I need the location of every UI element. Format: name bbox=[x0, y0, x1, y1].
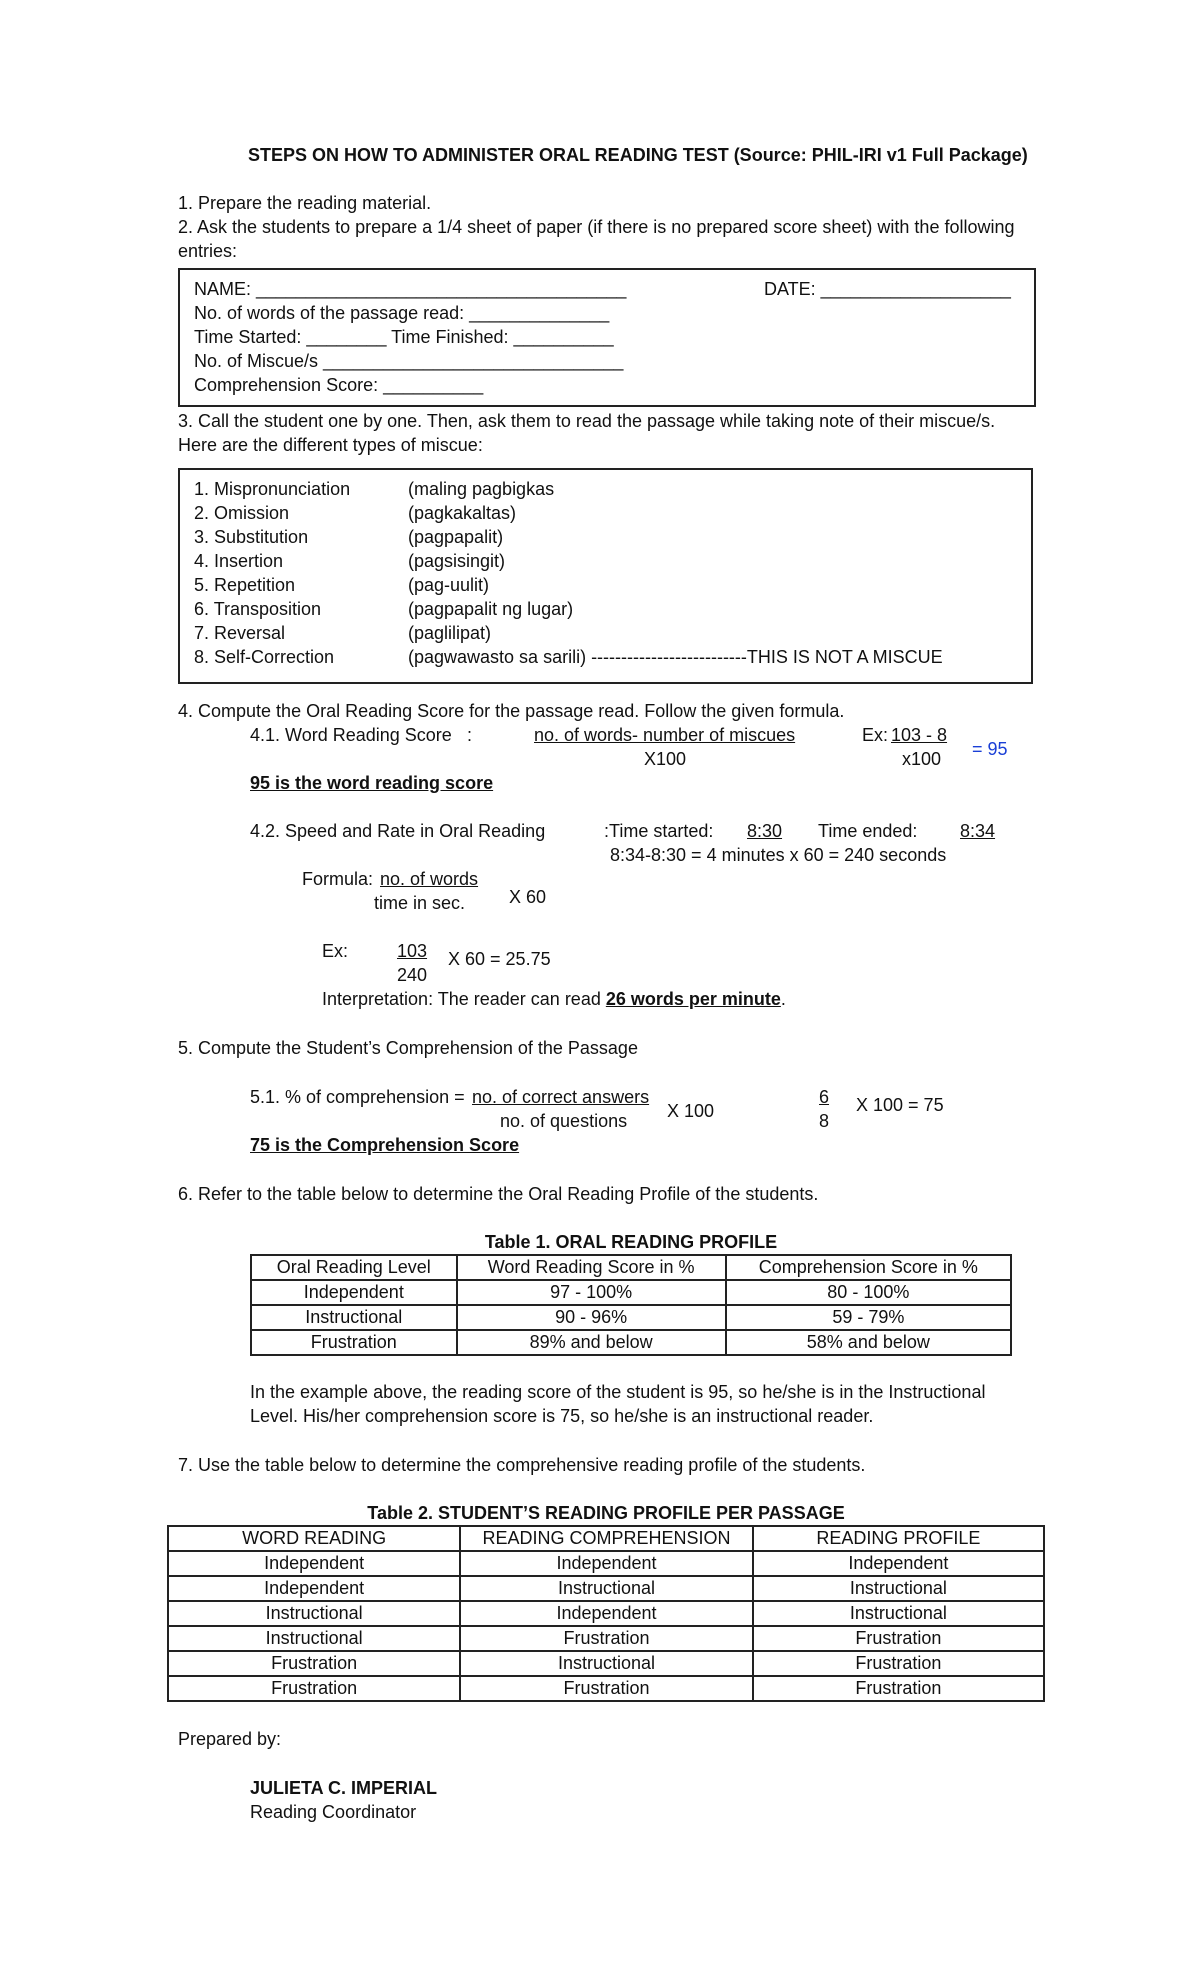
step-4: 4. Compute the Oral Reading Score for the passage read. Follow the given formula. bbox=[178, 701, 845, 721]
word-reading-denominator: X100 bbox=[644, 749, 687, 769]
speed-ex-denominator: 240 bbox=[397, 965, 428, 985]
table-cell: Frustration bbox=[168, 1651, 460, 1676]
word-reading-ex-denominator: x100 bbox=[902, 749, 942, 769]
column-header: WORD READING bbox=[168, 1526, 460, 1551]
formula-numerator: no. of words bbox=[380, 869, 479, 889]
comprehension-label: 5.1. % of comprehension = bbox=[250, 1087, 465, 1107]
table-cell: Frustration bbox=[460, 1676, 752, 1701]
word-reading-note: 95 is the word reading score bbox=[250, 773, 494, 793]
word-reading-colon: : bbox=[467, 725, 473, 745]
table-cell: Independent bbox=[753, 1551, 1044, 1576]
miscue-translation: (pag-uulit) bbox=[408, 575, 490, 595]
explanation-line-2: Level. His/her comprehension score is 75, so he/she is an instructional reader. bbox=[250, 1406, 874, 1426]
table-header-row bbox=[168, 1526, 1044, 1551]
oral-reading-profile-table bbox=[250, 1254, 1012, 1356]
formula-denominator: time in sec. bbox=[374, 893, 466, 913]
step-3-line-1: 3. Call the student one by one. Then, ask them to read the passage while taking note of their miscue/s. bbox=[178, 411, 996, 431]
table-cell: Independent bbox=[168, 1551, 460, 1576]
miscue-translation: (pagwawasto sa sarili) --------------------------THIS IS NOT A MISCUE bbox=[408, 647, 943, 667]
table-cell: 97 - 100% bbox=[457, 1280, 726, 1305]
time-ended-label: Time ended: bbox=[818, 821, 918, 841]
table-cell: Independent bbox=[460, 1551, 752, 1576]
table-cell: Frustration bbox=[753, 1651, 1044, 1676]
column-header: READING PROFILE bbox=[753, 1526, 1044, 1551]
step-5: 5. Compute the Student’s Comprehension of the Passage bbox=[178, 1038, 638, 1058]
table-cell: Frustration bbox=[460, 1626, 752, 1651]
reading-profile-per-passage-table bbox=[167, 1525, 1045, 1702]
interpretation-value: 26 words per minute bbox=[605, 989, 781, 1009]
step-6: 6. Refer to the table below to determine the Oral Reading Profile of the students. bbox=[178, 1184, 819, 1204]
miscue-type: 3. Substitution bbox=[194, 527, 309, 547]
comprehension-note: 75 is the Comprehension Score bbox=[250, 1135, 520, 1155]
table-cell: Instructional bbox=[460, 1651, 752, 1676]
step-3-line-2: Here are the different types of miscue: bbox=[178, 435, 483, 455]
formula-multiplier: X 60 bbox=[509, 887, 547, 907]
word-reading-result: = 95 bbox=[972, 739, 1008, 759]
word-reading-ex-numerator: 103 - 8 bbox=[891, 725, 948, 745]
table-cell: Instructional bbox=[460, 1576, 752, 1601]
table-cell: Frustration bbox=[753, 1676, 1044, 1701]
miscue-translation: (maling pagbigkas bbox=[408, 479, 555, 499]
miscue-type: 2. Omission bbox=[194, 503, 290, 523]
table-2-caption: Table 2. STUDENT’S READING PROFILE PER PASSAGE bbox=[367, 1503, 845, 1523]
table-row bbox=[251, 1305, 1011, 1330]
table-row bbox=[168, 1601, 1044, 1626]
page-title: STEPS ON HOW TO ADMINISTER ORAL READING TEST (Source: PHIL-IRI v1 Full Package) bbox=[248, 145, 1028, 165]
table-cell: 58% and below bbox=[726, 1330, 1011, 1355]
table-cell: Frustration bbox=[251, 1330, 457, 1355]
name-field: NAME: _____________________________________ bbox=[194, 279, 627, 299]
miscue-translation: (pagsisingit) bbox=[408, 551, 506, 571]
miscue-field: No. of Miscue/s ______________________________ bbox=[194, 351, 624, 371]
miscue-type: 6. Transposition bbox=[194, 599, 322, 619]
interpretation bbox=[322, 990, 786, 1010]
miscue-translation: (pagpapalit ng lugar) bbox=[408, 599, 574, 619]
table-cell: Independent bbox=[460, 1601, 752, 1626]
table-cell: Instructional bbox=[251, 1305, 457, 1330]
column-header: Word Reading Score in % bbox=[457, 1255, 726, 1280]
comprehension-numerator: no. of correct answers bbox=[472, 1087, 650, 1107]
miscue-type: 8. Self-Correction bbox=[194, 647, 335, 667]
word-reading-label: 4.1. Word Reading Score bbox=[250, 725, 452, 745]
comprehension-denominator: no. of questions bbox=[500, 1111, 628, 1131]
column-header: Oral Reading Level bbox=[251, 1255, 457, 1280]
column-header: Comprehension Score in % bbox=[726, 1255, 1011, 1280]
speed-ex-numerator: 103 bbox=[397, 941, 428, 961]
preparer-name: JULIETA C. IMPERIAL bbox=[250, 1778, 438, 1798]
table-1-caption: Table 1. ORAL READING PROFILE bbox=[484, 1232, 778, 1252]
explanation-line-1: In the example above, the reading score of the student is 95, so he/she is in the Instructional bbox=[250, 1382, 986, 1402]
table-row bbox=[251, 1330, 1011, 1355]
table-row bbox=[168, 1576, 1044, 1601]
time-calculation: 8:34-8:30 = 4 minutes x 60 = 240 seconds bbox=[610, 845, 947, 865]
miscue-type: 5. Repetition bbox=[194, 575, 296, 595]
step-2-line-1: 2. Ask the students to prepare a 1/4 sheet of paper (if there is no prepared score sheet) with the following bbox=[178, 217, 1015, 237]
time-ended-value: 8:34 bbox=[960, 821, 996, 841]
interpretation-end: . bbox=[780, 989, 786, 1009]
miscue-translation: (paglilipat) bbox=[408, 623, 492, 643]
table-cell: Independent bbox=[168, 1576, 460, 1601]
table-row bbox=[168, 1551, 1044, 1576]
column-header: READING COMPREHENSION bbox=[460, 1526, 752, 1551]
table-cell: 90 - 96% bbox=[457, 1305, 726, 1330]
miscue-type: 1. Mispronunciation bbox=[194, 479, 351, 499]
speed-ex-label: Ex: bbox=[322, 941, 349, 961]
table-row bbox=[168, 1651, 1044, 1676]
word-reading-numerator: no. of words- number of miscues bbox=[534, 725, 796, 745]
step-1: 1. Prepare the reading material. bbox=[178, 193, 432, 213]
miscue-translation: (pagpapalit) bbox=[408, 527, 504, 547]
table-cell: Independent bbox=[251, 1280, 457, 1305]
table-cell: Instructional bbox=[168, 1626, 460, 1651]
table-cell: Frustration bbox=[168, 1676, 460, 1701]
comprehension-multiplier: X 100 bbox=[667, 1101, 715, 1121]
preparer-position: Reading Coordinator bbox=[250, 1802, 417, 1822]
table-row bbox=[168, 1676, 1044, 1701]
speed-label: 4.2. Speed and Rate in Oral Reading bbox=[250, 821, 546, 841]
table-cell: 89% and below bbox=[457, 1330, 726, 1355]
table-row bbox=[251, 1280, 1011, 1305]
table-cell: 80 - 100% bbox=[726, 1280, 1011, 1305]
prepared-by: Prepared by: bbox=[178, 1729, 282, 1749]
comprehension-ex-denominator: 8 bbox=[819, 1111, 830, 1131]
table-cell: Instructional bbox=[753, 1601, 1044, 1626]
speed-ex-result: X 60 = 25.75 bbox=[448, 949, 551, 969]
word-reading-ex-label: Ex: bbox=[862, 725, 889, 745]
table-cell: Frustration bbox=[753, 1626, 1044, 1651]
table-row bbox=[168, 1626, 1044, 1651]
step-7: 7. Use the table below to determine the comprehensive reading profile of the students. bbox=[178, 1455, 866, 1475]
date-field: DATE: ___________________ bbox=[764, 279, 1011, 299]
table-header-row bbox=[251, 1255, 1011, 1280]
table-cell: 59 - 79% bbox=[726, 1305, 1011, 1330]
step-2-line-2: entries: bbox=[178, 241, 238, 261]
time-started-value: 8:30 bbox=[747, 821, 783, 841]
time-started-label: :Time started: bbox=[604, 821, 714, 841]
comprehension-ex-result: X 100 = 75 bbox=[856, 1095, 944, 1115]
miscue-type: 4. Insertion bbox=[194, 551, 284, 571]
comprehension-ex-numerator: 6 bbox=[819, 1087, 830, 1107]
time-field: Time Started: ________ Time Finished: __________ bbox=[194, 327, 614, 347]
comprehension-field: Comprehension Score: __________ bbox=[194, 375, 484, 395]
words-field: No. of words of the passage read: ______________ bbox=[194, 303, 610, 323]
interpretation-text: Interpretation: The reader can read bbox=[322, 989, 606, 1009]
miscue-translation: (pagkakaltas) bbox=[408, 503, 517, 523]
table-cell: Instructional bbox=[753, 1576, 1044, 1601]
formula-label: Formula: bbox=[302, 869, 374, 889]
miscue-type: 7. Reversal bbox=[194, 623, 286, 643]
table-cell: Instructional bbox=[168, 1601, 460, 1626]
